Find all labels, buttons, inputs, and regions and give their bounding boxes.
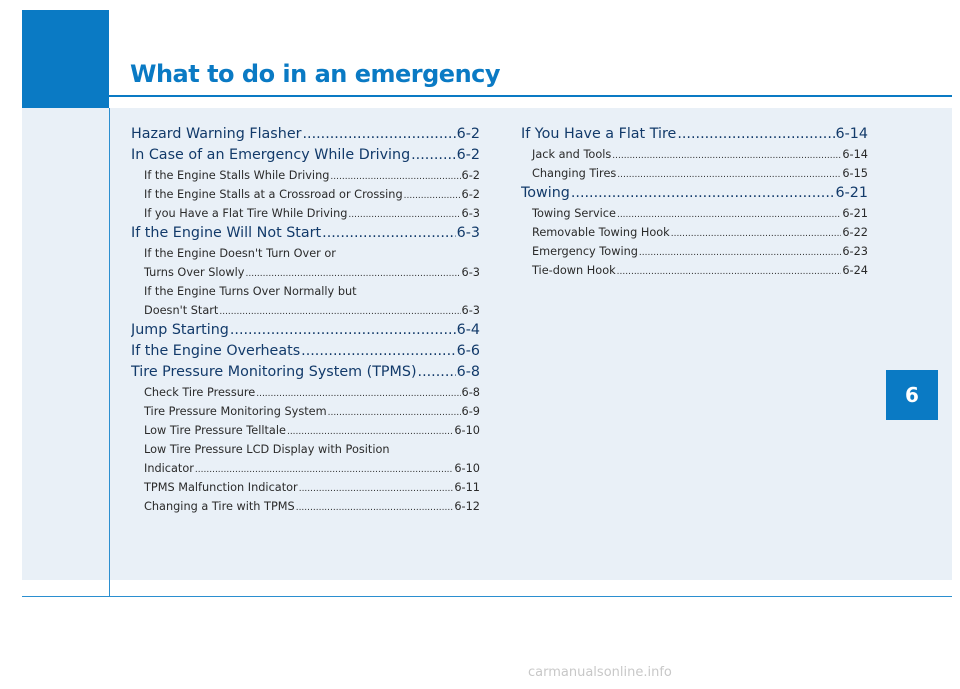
toc-subsection-entry[interactable] <box>521 242 868 261</box>
toc-dot-leader <box>639 244 841 261</box>
toc-page-number: 6-8 <box>456 364 480 380</box>
toc-subsection-entry[interactable] <box>521 204 868 223</box>
toc-dot-leader <box>303 124 456 145</box>
toc-subsection-entry[interactable] <box>521 164 868 183</box>
toc-page-number: 6-2 <box>456 126 480 142</box>
toc-subsection-entry[interactable] <box>131 459 480 478</box>
toc-entry-title: Towing <box>521 185 570 201</box>
toc-dot-leader <box>322 223 455 244</box>
toc-subsection-title-line[interactable] <box>131 244 480 263</box>
toc-dot-leader <box>256 385 460 402</box>
toc-dot-leader <box>671 225 842 242</box>
toc-dot-leader <box>195 461 453 478</box>
toc-entry-title: If the Engine Will Not Start <box>131 225 322 241</box>
toc-page-number: 6-2 <box>461 188 480 201</box>
toc-subsection-entry[interactable] <box>131 185 480 204</box>
toc-page-number: 6-24 <box>842 264 868 277</box>
toc-page-number: 6-3 <box>461 304 480 317</box>
toc-dot-leader <box>287 423 453 440</box>
toc-page-number: 6-6 <box>456 343 480 359</box>
toc-subsection-entry[interactable] <box>521 261 868 280</box>
toc-dot-leader <box>230 320 456 341</box>
toc-page-number: 6-15 <box>842 167 868 180</box>
toc-entry-title: Turns Over Slowly <box>144 266 245 279</box>
toc-entry-title: Emergency Towing <box>532 245 638 258</box>
toc-dot-leader <box>617 206 841 223</box>
toc-dot-leader <box>617 263 842 280</box>
toc-dot-leader <box>330 168 460 185</box>
toc-section-entry[interactable] <box>131 341 480 362</box>
toc-subsection-entry[interactable] <box>521 145 868 164</box>
toc-section-entry[interactable] <box>521 183 868 204</box>
toc-section-entry[interactable] <box>131 362 480 383</box>
toc-page-number: 6-3 <box>461 207 480 220</box>
toc-entry-title: If the Engine Overheats <box>131 343 301 359</box>
toc-entry-title: Changing a Tire with TPMS <box>144 500 295 513</box>
toc-left-column <box>131 124 480 516</box>
toc-subsection-entry[interactable] <box>131 263 480 282</box>
toc-page-number: 6-2 <box>456 147 480 163</box>
toc-page-number: 6-14 <box>842 148 868 161</box>
title-band <box>22 10 952 108</box>
toc-entry-title: If You Have a Flat Tire <box>521 126 677 142</box>
toc-section-entry[interactable] <box>131 124 480 145</box>
toc-entry-title: TPMS Malfunction Indicator <box>144 481 298 494</box>
header-color-block <box>22 10 109 108</box>
toc-page-number: 6-2 <box>461 169 480 182</box>
toc-page-number: 6-3 <box>461 266 480 279</box>
toc-subsection-entry[interactable] <box>131 478 480 497</box>
toc-entry-title: Low Tire Pressure LCD Display with Position <box>144 443 390 456</box>
toc-dot-leader <box>348 206 460 223</box>
toc-subsection-entry[interactable] <box>131 301 480 320</box>
toc-dot-leader <box>328 404 461 421</box>
toc-dot-leader <box>296 499 454 516</box>
toc-subsection-title-line[interactable] <box>131 282 480 301</box>
toc-page-number: 6-21 <box>842 207 868 220</box>
toc-section-entry[interactable] <box>131 223 480 244</box>
toc-page-number: 6-10 <box>454 424 480 437</box>
toc-entry-title: If the Engine Doesn't Turn Over or <box>144 247 336 260</box>
toc-dot-leader <box>411 145 456 166</box>
toc-entry-title: Indicator <box>144 462 194 475</box>
toc-entry-title: Jack and Tools <box>532 148 612 161</box>
toc-section-entry[interactable] <box>521 124 868 145</box>
toc-page-number: 6-8 <box>461 386 480 399</box>
toc-dot-leader <box>301 341 455 362</box>
toc-page-number: 6-11 <box>454 481 480 494</box>
toc-entry-title: Doesn't Start <box>144 304 219 317</box>
toc-dot-leader <box>299 480 454 497</box>
toc-entry-title: If you Have a Flat Tire While Driving <box>144 207 348 220</box>
toc-subsection-title-line[interactable] <box>131 440 480 459</box>
toc-subsection-entry[interactable] <box>131 402 480 421</box>
toc-page-number: 6-21 <box>835 185 868 201</box>
toc-right-column <box>521 124 868 280</box>
toc-entry-title: Tie-down Hook <box>532 264 616 277</box>
toc-entry-title: Changing Tires <box>532 167 617 180</box>
toc-page-number: 6-12 <box>454 500 480 513</box>
toc-entry-title: Tire Pressure Monitoring System (TPMS) <box>131 364 417 380</box>
toc-entry-title: Low Tire Pressure Telltale <box>144 424 286 437</box>
toc-dot-leader <box>219 303 460 320</box>
toc-page-number: 6-23 <box>842 245 868 258</box>
toc-entry-title: If the Engine Stalls While Driving <box>144 169 330 182</box>
toc-section-entry[interactable] <box>131 145 480 166</box>
toc-entry-title: If the Engine Turns Over Normally but <box>144 285 357 298</box>
toc-section-entry[interactable] <box>131 320 480 341</box>
toc-entry-title: Jump Starting <box>131 322 229 338</box>
toc-dot-leader <box>617 166 841 183</box>
toc-entry-title: In Case of an Emergency While Driving <box>131 147 411 163</box>
toc-entry-title: Hazard Warning Flasher <box>131 126 302 142</box>
toc-entry-title: Tire Pressure Monitoring System <box>144 405 327 418</box>
toc-subsection-entry[interactable] <box>521 223 868 242</box>
toc-dot-leader <box>418 362 456 383</box>
toc-page-number: 6-22 <box>842 226 868 239</box>
toc-page-number: 6-9 <box>461 405 480 418</box>
toc-entry-title: Removable Towing Hook <box>532 226 670 239</box>
toc-entry-title: Check Tire Pressure <box>144 386 256 399</box>
toc-subsection-entry[interactable] <box>131 383 480 402</box>
toc-page-number: 6-3 <box>456 225 480 241</box>
toc-page-number: 6-10 <box>454 462 480 475</box>
toc-entry-title: If the Engine Stalls at a Crossroad or Crossing <box>144 188 403 201</box>
toc-dot-leader <box>677 124 834 145</box>
bottom-divider <box>22 596 952 597</box>
toc-subsection-entry[interactable] <box>131 204 480 223</box>
toc-dot-leader <box>245 265 460 282</box>
toc-page-number: 6-4 <box>456 322 480 338</box>
page-title: What to do in an emergency <box>130 60 501 88</box>
toc-subsection-entry[interactable] <box>131 497 480 516</box>
toc-page-number: 6-14 <box>835 126 868 142</box>
toc-dot-leader <box>571 183 835 204</box>
vertical-divider <box>109 108 110 596</box>
toc-dot-leader <box>612 147 841 164</box>
toc-dot-leader <box>404 187 461 204</box>
title-underline <box>109 95 952 97</box>
chapter-tab[interactable]: 6 <box>886 370 938 420</box>
watermark: carmanualsonline.info <box>528 665 672 680</box>
toc-entry-title: Towing Service <box>532 207 616 220</box>
toc-subsection-entry[interactable] <box>131 166 480 185</box>
toc-subsection-entry[interactable] <box>131 421 480 440</box>
